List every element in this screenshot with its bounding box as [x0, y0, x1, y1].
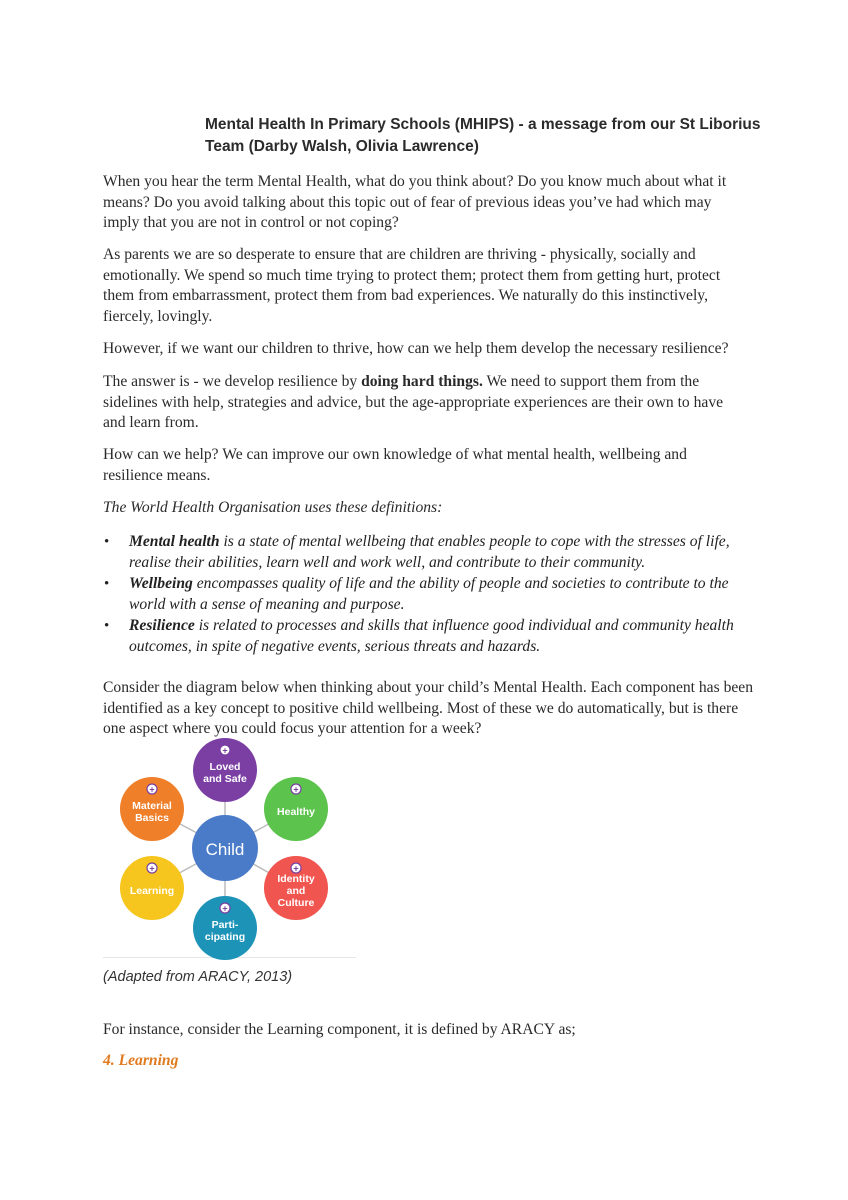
- plus-icon-glyph: +: [149, 784, 155, 795]
- node-label: Healthy: [277, 806, 315, 818]
- definition-item: [103, 532, 753, 573]
- node-label: Loved: [209, 761, 241, 773]
- definition-text: is a state of mental wellbeing that enables people to cope with the stresses of life, realise their abilities, learn well and work well, and contribute to their community.: [129, 533, 730, 571]
- node-label: and: [286, 885, 306, 897]
- plus-icon-glyph: +: [149, 863, 155, 874]
- node-label: Learning: [129, 885, 175, 897]
- page-title: Mental Health In Primary Schools (MHIPS) - a message from our St Liborius Team (Darby Walsh, Olivia Lawrence): [205, 116, 761, 155]
- diagram-node: [193, 896, 257, 960]
- definition-item: [103, 616, 753, 657]
- who-intro: The World Health Organisation uses these definitions:: [103, 499, 443, 516]
- node-label: and Safe: [203, 773, 247, 785]
- paragraph-intro: When you hear the term Mental Health, what do you think about? Do you know much about what it means? Do you avoid talking about this topic out of fear of previous ideas you’ve had which may imply that you are not in control or not coping?: [103, 173, 727, 231]
- bullet-icon: •: [104, 534, 110, 550]
- diagram-node: [264, 856, 328, 920]
- bullet-icon: •: [104, 618, 110, 634]
- definition-term: Resilience: [129, 617, 195, 634]
- diagram-node: [120, 856, 184, 920]
- plus-icon-glyph: +: [293, 784, 299, 795]
- section-heading-learning: 4. Learning: [103, 1052, 179, 1069]
- node-label: cipating: [204, 931, 246, 943]
- paragraph-resilience-question: However, if we want our children to thrive, how can we help them develop the necessary resilience?: [103, 340, 729, 357]
- paragraph-diagram-intro: Consider the diagram below when thinking about your child’s Mental Health. Each component has been identified as a key concept to positive child wellbeing. Most of these we do automatically, but is there one aspect where you could focus your attention for a week?: [103, 679, 754, 737]
- plus-icon-glyph: +: [293, 863, 299, 874]
- plus-icon-glyph: +: [222, 903, 228, 914]
- paragraph-learning-intro: For instance, consider the Learning component, it is defined by ARACY as;: [103, 1021, 576, 1038]
- answer-text-start: The answer is - we develop resilience by: [103, 373, 362, 390]
- bullet-icon: •: [104, 576, 110, 592]
- definition-term: Wellbeing: [129, 575, 193, 592]
- diagram-node: [264, 777, 328, 841]
- diagram-node: [193, 738, 257, 802]
- paragraph-answer: [103, 372, 743, 434]
- plus-icon-glyph: +: [222, 745, 228, 756]
- answer-text-end: We need to support them from the sidelines with help, strategies and advice, but the age-appropriate experiences are their own to have and learn from.: [103, 373, 724, 431]
- child-center-label: Child: [205, 840, 245, 859]
- definition-text: encompasses quality of life and the ability of people and societies to contribute to the world with a sense of meaning and purpose.: [129, 575, 729, 613]
- paragraph-parents: As parents we are so desperate to ensure that are children are thriving - physically, socially and emotionally. We spend so much time trying to protect them; protect them from getting hurt, protect them from embarrassment, protect them from bad experiences. We naturally do this instinctively, fiercely, lovingly.: [103, 246, 721, 325]
- definition-text: is related to processes and skills that influence good individual and community health outcomes, in spite of negative events, serious threats and hazards.: [129, 617, 734, 655]
- node-label: Basics: [135, 812, 169, 824]
- node-label: Parti-: [211, 919, 239, 931]
- definition-item: [103, 574, 753, 615]
- diagram-caption: (Adapted from ARACY, 2013): [103, 969, 293, 985]
- paragraph-how-help: How can we help? We can improve our own knowledge of what mental health, wellbeing and resilience means.: [103, 446, 687, 484]
- wellbeing-diagram: [103, 738, 359, 960]
- node-label: Material: [132, 800, 172, 812]
- diagram-node: [120, 777, 184, 841]
- node-label: Culture: [277, 897, 315, 909]
- definition-term: Mental health: [129, 533, 220, 550]
- node-label: Identity: [277, 873, 315, 885]
- definitions-list: [103, 532, 753, 658]
- answer-bold-text: doing hard things.: [361, 373, 483, 390]
